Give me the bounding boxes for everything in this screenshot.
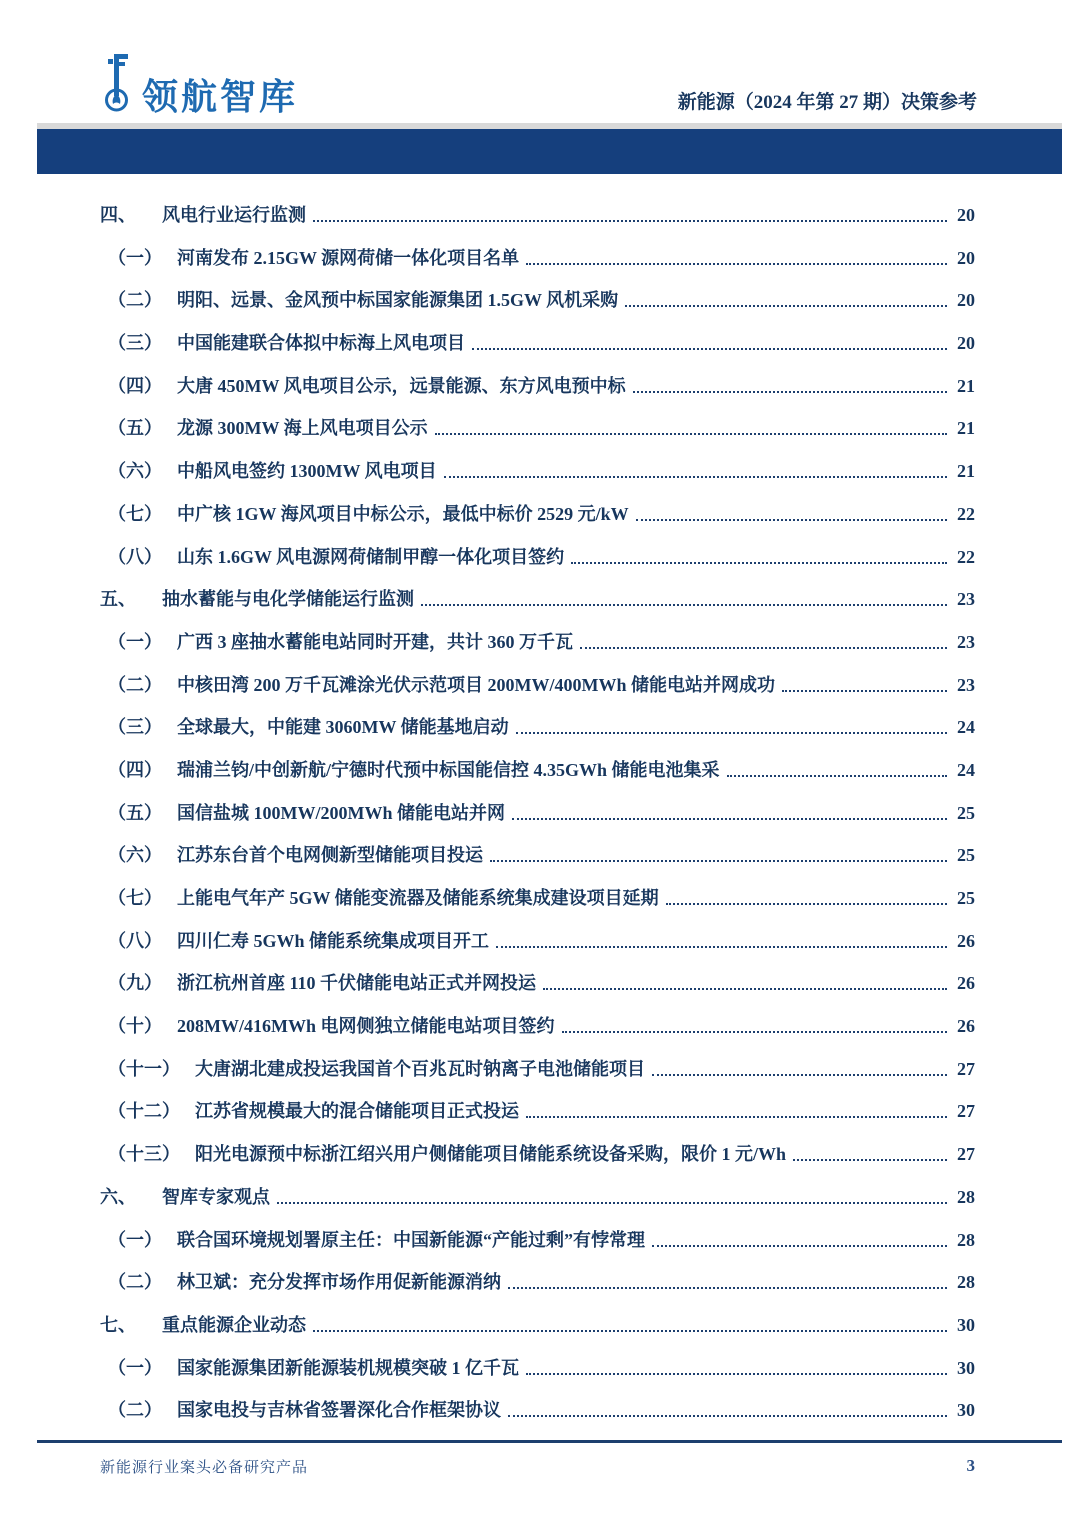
toc-entry-page-number: 21 [957, 375, 975, 396]
toc-entry-page-number: 28 [957, 1186, 975, 1207]
toc-entry-page-number: 21 [957, 461, 975, 482]
dotted-leader [508, 1415, 947, 1417]
toc-entry-title: 河南发布 2.15GW 源网荷储一体化项目名单 [177, 247, 520, 268]
toc-entry-title: 208MW/416MWh 电网侧独立储能电站项目签约 [177, 1016, 555, 1037]
toc-entry[interactable] [100, 1358, 975, 1378]
dotted-leader [277, 1202, 947, 1204]
toc-entry-title: 龙源 300MW 海上风电项目公示 [177, 418, 428, 439]
toc-entry[interactable] [100, 1144, 975, 1164]
toc-entry-number: （五） [108, 802, 162, 823]
footer-rule [37, 1440, 1062, 1443]
toc-entry-title: 明阳、远景、金风预中标国家能源集团 1.5GW 风机采购 [177, 290, 619, 311]
toc-entry-title: 四川仁寿 5GWh 储能系统集成项目开工 [177, 930, 490, 951]
toc-entry[interactable] [100, 675, 975, 695]
dotted-leader [526, 1116, 947, 1118]
toc-entry-number: （一） [108, 1229, 162, 1250]
toc-entry-title: 上能电气年产 5GW 储能变流器及储能系统集成建设项目延期 [177, 888, 659, 908]
footer-page-number: 3 [966, 1456, 975, 1475]
page-footer [0, 1450, 1080, 1477]
toc-entry-number: （三） [108, 333, 162, 354]
toc-entry-title: 山东 1.6GW 风电源网荷储制甲醇一体化项目签约 [177, 546, 565, 567]
dotted-leader [512, 818, 947, 820]
toc-entry-number: （九） [108, 973, 162, 994]
toc-entry-number: （四） [108, 759, 162, 780]
toc-entry-title: 智库专家观点 [162, 1186, 270, 1207]
toc-entry-page-number: 30 [957, 1400, 975, 1421]
footer-tagline: 新能源行业案头必备研究产品 [100, 1460, 309, 1476]
dotted-leader [793, 1159, 947, 1161]
dotted-leader [652, 1245, 947, 1247]
toc-entry[interactable] [100, 1400, 975, 1420]
toc-entry[interactable] [100, 803, 975, 823]
toc-entry-page-number: 27 [957, 1058, 975, 1079]
toc-entry-page-number: 26 [957, 1016, 975, 1037]
toc-entry-number: （四） [108, 375, 162, 396]
toc-entry-page-number: 28 [957, 1229, 975, 1250]
dotted-leader [625, 305, 947, 307]
toc-entry-title: 瑞浦兰钧/中创新航/宁德时代预中标国能信控 4.35GWh 储能电池集采 [177, 759, 720, 780]
toc-entry-number: （八） [108, 930, 162, 951]
dotted-leader [666, 903, 947, 905]
toc-entry-page-number: 22 [957, 503, 975, 524]
dotted-leader [313, 220, 947, 222]
toc-entry-number: 七、 [100, 1314, 136, 1335]
toc-entry-title: 中国能建联合体拟中标海上风电项目 [177, 333, 465, 354]
toc-entry-number: （二） [108, 1400, 162, 1421]
dotted-leader [508, 1287, 947, 1289]
toc-entry-number: （十） [108, 1016, 162, 1037]
toc-entry-number: （二） [108, 674, 162, 695]
brand-logo [100, 50, 298, 117]
toc-entry-number: （十一） [108, 1058, 180, 1079]
toc-entry-page-number: 23 [957, 589, 975, 610]
toc-entry[interactable] [100, 1016, 975, 1036]
dotted-leader [496, 946, 947, 948]
toc-entry-page-number: 30 [957, 1314, 975, 1335]
page-header [0, 0, 1080, 123]
toc-entry-number: （六） [108, 461, 162, 482]
toc-entry[interactable] [100, 1272, 975, 1292]
dotted-leader [526, 263, 947, 265]
toc-entry-number: （七） [108, 503, 162, 524]
toc-entry-title: 重点能源企业动态 [162, 1314, 306, 1335]
toc-entry-number: （八） [108, 546, 162, 567]
dotted-leader [580, 647, 947, 649]
dotted-leader [435, 433, 947, 435]
toc-entry[interactable] [100, 205, 975, 225]
dotted-leader [633, 391, 947, 393]
toc-entry-title: 抽水蓄能与电化学储能运行监测 [162, 589, 414, 610]
toc-entry-number: （一） [108, 1357, 162, 1378]
toc-entry[interactable] [100, 461, 975, 481]
toc-entry[interactable] [100, 333, 975, 353]
toc-entry-number: （十三） [108, 1144, 180, 1165]
toc-entry-page-number: 20 [957, 247, 975, 268]
toc-entry-title: 浙江杭州首座 110 千伏储能电站正式并网投运 [177, 973, 537, 994]
toc-entry-title: 林卫斌：充分发挥市场作用促新能源消纳 [177, 1272, 501, 1293]
toc-entry[interactable] [100, 1230, 975, 1250]
toc-entry[interactable] [100, 1059, 975, 1079]
toc-entry[interactable] [100, 845, 975, 865]
toc-entry-title: 阳光电源预中标浙江绍兴用户侧储能项目储能系统设备采购，限价 1 元/Wh [195, 1144, 787, 1165]
toc-entry[interactable] [100, 376, 975, 396]
toc-entry-title: 大唐湖北建成投运我国首个百兆瓦时钠离子电池储能项目 [195, 1058, 645, 1079]
logo-text: 领航智库 [142, 76, 299, 117]
toc-entry[interactable] [100, 1187, 975, 1207]
title-bar [37, 123, 1062, 174]
toc-entry-number: （一） [108, 247, 162, 268]
toc-entry-title: 联合国环境规划署原主任：中国新能源“产能过剩”有悖常理 [177, 1229, 645, 1250]
toc-entry[interactable] [100, 504, 975, 524]
toc-entry-title: 国家能源集团新能源装机规模突破 1 亿千瓦 [177, 1357, 519, 1378]
toc-entry-title: 中船风电签约 1300MW 风电项目 [177, 461, 437, 482]
toc-entry[interactable] [100, 888, 975, 908]
toc-entry-page-number: 24 [957, 759, 975, 780]
toc-entry-page-number: 27 [957, 1101, 975, 1122]
toc-entry-page-number: 25 [957, 845, 975, 866]
toc-entry[interactable] [100, 632, 975, 652]
toc-entry-page-number: 23 [957, 674, 975, 695]
dotted-leader [472, 348, 947, 350]
toc-entry[interactable] [100, 418, 975, 438]
title-bar-navy [37, 129, 1062, 174]
toc-entry[interactable] [100, 717, 975, 737]
toc-entry-number: （六） [108, 845, 162, 866]
dotted-leader [727, 775, 947, 777]
toc-entry-number: （一） [108, 631, 162, 652]
toc-entry-number: （五） [108, 418, 162, 439]
dotted-leader [782, 690, 947, 692]
dotted-leader [516, 732, 947, 734]
toc-entry[interactable] [100, 290, 975, 310]
toc-entry-title: 全球最大，中能建 3060MW 储能基地启动 [177, 717, 509, 738]
toc-entry[interactable] [100, 760, 975, 780]
dotted-leader [636, 519, 947, 521]
dotted-leader [490, 860, 947, 862]
toc-entry[interactable] [100, 547, 975, 567]
toc-entry-page-number: 24 [957, 717, 975, 738]
toc-entry-title: 大唐 450MW 风电项目公示，远景能源、东方风电预中标 [177, 375, 626, 396]
toc-entry[interactable] [100, 248, 975, 268]
toc-entry-number: （三） [108, 717, 162, 738]
toc-entry-page-number: 22 [957, 546, 975, 567]
toc-entry-title: 中核田湾 200 万千瓦滩涂光伏示范项目 200MW/400MWh 储能电站并网成功 [177, 674, 775, 695]
dotted-leader [526, 1373, 947, 1375]
toc-entry-number: （十二） [108, 1101, 180, 1122]
toc-entry-page-number: 25 [957, 888, 975, 908]
toc-entry[interactable] [100, 973, 975, 993]
issue-title: 新能源（2024 年第 27 期）决策参考 [677, 92, 977, 114]
toc-entry-page-number: 25 [957, 802, 975, 823]
table-of-contents [0, 174, 1080, 1420]
toc-entry-page-number: 30 [957, 1357, 975, 1378]
toc-entry-title: 风电行业运行监测 [162, 205, 306, 225]
toc-entry[interactable] [100, 589, 975, 609]
dotted-leader [652, 1074, 947, 1076]
dotted-leader [562, 1031, 948, 1033]
toc-entry-page-number: 26 [957, 930, 975, 951]
toc-entry-number: （二） [108, 1272, 162, 1293]
toc-entry-page-number: 20 [957, 333, 975, 354]
dotted-leader [313, 1330, 947, 1332]
toc-entry-number: （二） [108, 290, 162, 311]
toc-entry[interactable] [100, 931, 975, 951]
toc-entry-title: 广西 3 座抽水蓄能电站同时开建，共计 360 万千瓦 [177, 631, 573, 652]
toc-entry-number: 四、 [100, 205, 136, 225]
dotted-leader [444, 476, 947, 478]
toc-entry-page-number: 28 [957, 1272, 975, 1293]
toc-entry-page-number: 27 [957, 1144, 975, 1165]
toc-entry-title: 国信盐城 100MW/200MWh 储能电站并网 [177, 802, 505, 823]
dotted-leader [421, 604, 947, 606]
toc-entry-page-number: 20 [957, 290, 975, 311]
dotted-leader [571, 562, 947, 564]
toc-entry-title: 江苏省规模最大的混合储能项目正式投运 [195, 1101, 519, 1122]
dotted-leader [543, 988, 947, 990]
toc-entry-page-number: 21 [957, 418, 975, 439]
toc-entry-title: 中广核 1GW 海风项目中标公示，最低中标价 2529 元/kW [177, 503, 629, 524]
toc-entry-page-number: 20 [957, 205, 975, 225]
toc-entry[interactable] [100, 1101, 975, 1121]
toc-entry-number: 六、 [100, 1186, 136, 1207]
toc-entry-number: 五、 [100, 589, 136, 610]
toc-entry-title: 江苏东台首个电网侧新型储能项目投运 [177, 845, 483, 866]
toc-entry-title: 国家电投与吉林省签署深化合作框架协议 [177, 1400, 501, 1421]
toc-entry[interactable] [100, 1315, 975, 1335]
toc-entry-page-number: 23 [957, 631, 975, 652]
toc-entry-page-number: 26 [957, 973, 975, 994]
key-icon [100, 50, 134, 117]
toc-entry-number: （七） [108, 888, 162, 908]
